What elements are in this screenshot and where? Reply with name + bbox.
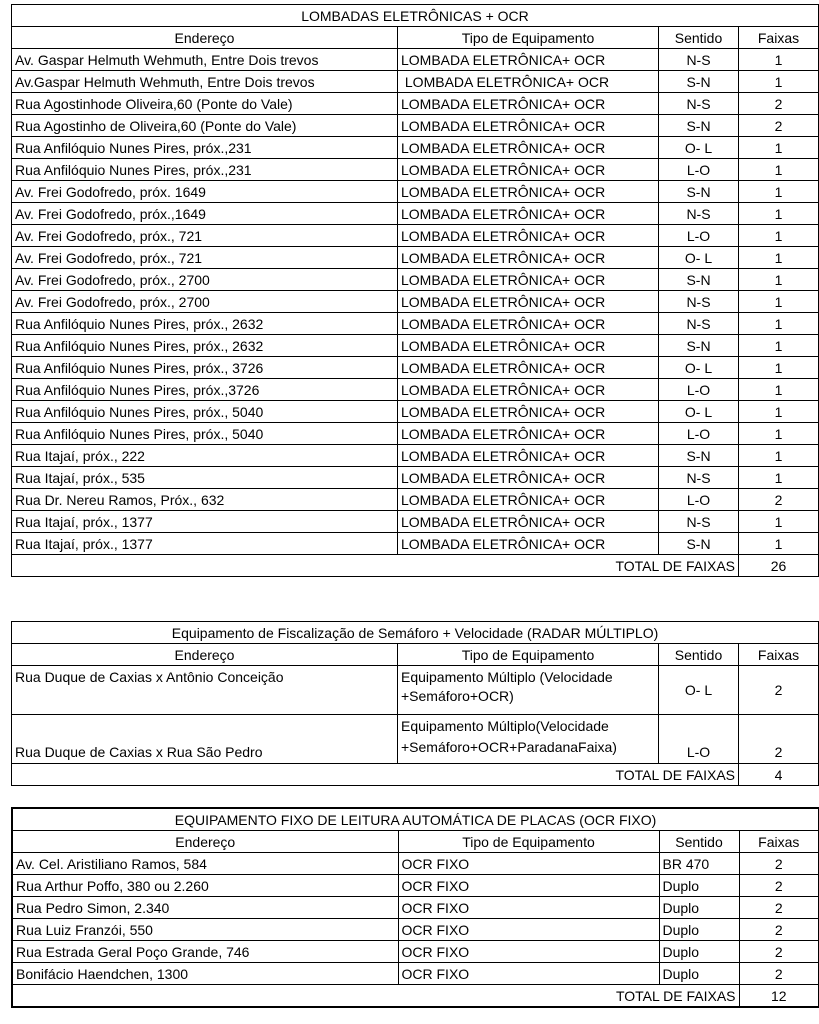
cell-sentido: N-S bbox=[659, 49, 739, 71]
cell-sentido: O- L bbox=[659, 247, 739, 269]
cell-faixas: 1 bbox=[739, 137, 819, 159]
cell-sentido: L-O bbox=[659, 159, 739, 181]
table-header-row bbox=[12, 27, 819, 49]
cell-sentido: N-S bbox=[659, 511, 739, 533]
cell-faixas: 2 bbox=[739, 715, 819, 764]
cell-faixas: 2 bbox=[739, 897, 819, 919]
cell-faixas: 1 bbox=[739, 357, 819, 379]
cell-endereco: Av.Gaspar Helmuth Wehmuth, Entre Dois trevos bbox=[12, 71, 398, 93]
cell-faixas: 2 bbox=[739, 919, 819, 941]
cell-endereco: Rua Anfilóquio Nunes Pires, próx., 3726 bbox=[12, 357, 398, 379]
table-row bbox=[12, 269, 819, 291]
table-row bbox=[12, 941, 819, 963]
cell-faixas: 1 bbox=[739, 511, 819, 533]
cell-sentido: L-O bbox=[659, 423, 739, 445]
cell-endereco: Av. Cel. Aristiliano Ramos, 584 bbox=[12, 853, 398, 875]
cell-tipo: LOMBADA ELETRÔNICA+ OCR bbox=[398, 159, 659, 181]
cell-endereco: Av. Frei Godofredo, próx., 2700 bbox=[12, 269, 398, 291]
lombadas-table bbox=[11, 4, 819, 577]
cell-endereco: Av. Gaspar Helmuth Wehmuth, Entre Dois trevos bbox=[12, 49, 398, 71]
cell-sentido: Duplo bbox=[659, 897, 739, 919]
table-header-row bbox=[12, 644, 819, 666]
cell-sentido: L-O bbox=[659, 715, 739, 764]
cell-tipo: LOMBADA ELETRÔNICA+ OCR bbox=[398, 533, 659, 555]
cell-endereco: Rua Itajaí, próx., 535 bbox=[12, 467, 398, 489]
cell-tipo: LOMBADA ELETRÔNICA+ OCR bbox=[398, 357, 659, 379]
cell-endereco: Av. Frei Godofredo, próx., 721 bbox=[12, 225, 398, 247]
cell-endereco: Rua Itajaí, próx., 1377 bbox=[12, 511, 398, 533]
cell-tipo-line2: +Semáforo+OCR+ParadanaFaixa) bbox=[401, 739, 617, 755]
cell-faixas: 1 bbox=[739, 467, 819, 489]
cell-tipo: OCR FIXO bbox=[398, 897, 659, 919]
total-label: TOTAL DE FAIXAS bbox=[12, 555, 739, 577]
table-row bbox=[12, 291, 819, 313]
cell-sentido: N-S bbox=[659, 467, 739, 489]
table-row bbox=[12, 919, 819, 941]
total-value: 4 bbox=[739, 764, 819, 786]
table-title-row bbox=[12, 5, 819, 27]
cell-endereco: Rua Estrada Geral Poço Grande, 746 bbox=[12, 941, 398, 963]
table-row bbox=[12, 181, 819, 203]
cell-sentido: O- L bbox=[659, 401, 739, 423]
cell-sentido: S-N bbox=[659, 115, 739, 137]
header-tipo: Tipo de Equipamento bbox=[398, 27, 659, 49]
table-row bbox=[12, 467, 819, 489]
cell-tipo: LOMBADA ELETRÔNICA+ OCR bbox=[398, 423, 659, 445]
cell-faixas: 1 bbox=[739, 225, 819, 247]
cell-sentido: S-N bbox=[659, 269, 739, 291]
cell-tipo: LOMBADA ELETRÔNICA+ OCR bbox=[398, 291, 659, 313]
table-row bbox=[12, 137, 819, 159]
cell-tipo: LOMBADA ELETRÔNICA+ OCR bbox=[398, 71, 659, 93]
table-row bbox=[12, 489, 819, 511]
cell-endereco: Rua Anfilóquio Nunes Pires, próx., 5040 bbox=[12, 401, 398, 423]
cell-faixas: 1 bbox=[739, 335, 819, 357]
cell-faixas: 2 bbox=[739, 666, 819, 715]
cell-faixas: 2 bbox=[739, 115, 819, 137]
table-title: EQUIPAMENTO FIXO DE LEITURA AUTOMÁTICA DE PLACAS (OCR FIXO) bbox=[12, 808, 819, 831]
cell-endereco: Rua Agostinho de Oliveira,60 (Ponte do Vale) bbox=[12, 115, 398, 137]
cell-tipo: OCR FIXO bbox=[398, 853, 659, 875]
table-title-row bbox=[12, 808, 819, 831]
table-title: LOMBADAS ELETRÔNICAS + OCR bbox=[12, 5, 819, 27]
cell-tipo: OCR FIXO bbox=[398, 963, 659, 985]
cell-sentido: S-N bbox=[659, 181, 739, 203]
header-endereco: Endereço bbox=[12, 27, 398, 49]
header-tipo: Tipo de Equipamento bbox=[398, 831, 659, 853]
cell-endereco: Rua Anfilóquio Nunes Pires, próx., 2632 bbox=[12, 335, 398, 357]
header-faixas: Faixas bbox=[739, 27, 819, 49]
radar-multiplo-table bbox=[11, 621, 819, 786]
cell-sentido: O- L bbox=[659, 357, 739, 379]
table-title-row bbox=[12, 622, 819, 644]
table-row bbox=[12, 533, 819, 555]
total-row bbox=[12, 764, 819, 786]
cell-endereco: Rua Anfilóquio Nunes Pires, próx., 5040 bbox=[12, 423, 398, 445]
cell-tipo bbox=[398, 715, 659, 764]
total-row bbox=[12, 555, 819, 577]
cell-endereco: Rua Anfilóquio Nunes Pires, próx.,231 bbox=[12, 137, 398, 159]
cell-sentido: L-O bbox=[659, 489, 739, 511]
cell-sentido: Duplo bbox=[659, 919, 739, 941]
cell-endereco: Rua Agostinhode Oliveira,60 (Ponte do Vale) bbox=[12, 93, 398, 115]
total-row bbox=[12, 985, 819, 1008]
table-row bbox=[12, 511, 819, 533]
header-tipo: Tipo de Equipamento bbox=[398, 644, 659, 666]
table-row bbox=[12, 666, 819, 715]
table-header-row bbox=[12, 831, 819, 853]
table-row bbox=[12, 247, 819, 269]
cell-tipo: LOMBADA ELETRÔNICA+ OCR bbox=[398, 489, 659, 511]
cell-tipo bbox=[398, 666, 659, 715]
cell-faixas: 1 bbox=[739, 533, 819, 555]
total-label: TOTAL DE FAIXAS bbox=[12, 764, 739, 786]
cell-sentido: N-S bbox=[659, 93, 739, 115]
header-faixas: Faixas bbox=[739, 644, 819, 666]
table-row bbox=[12, 335, 819, 357]
table-row bbox=[12, 313, 819, 335]
table-row bbox=[12, 853, 819, 875]
cell-endereco: Av. Frei Godofredo, próx., 721 bbox=[12, 247, 398, 269]
cell-tipo: OCR FIXO bbox=[398, 875, 659, 897]
cell-tipo: LOMBADA ELETRÔNICA+ OCR bbox=[398, 247, 659, 269]
total-value: 26 bbox=[739, 555, 819, 577]
cell-tipo: LOMBADA ELETRÔNICA+ OCR bbox=[398, 401, 659, 423]
cell-sentido: N-S bbox=[659, 313, 739, 335]
cell-tipo: OCR FIXO bbox=[398, 941, 659, 963]
cell-sentido: S-N bbox=[659, 71, 739, 93]
table-row bbox=[12, 93, 819, 115]
cell-sentido: S-N bbox=[659, 335, 739, 357]
cell-tipo: OCR FIXO bbox=[398, 919, 659, 941]
cell-sentido: O- L bbox=[659, 137, 739, 159]
cell-faixas: 1 bbox=[739, 49, 819, 71]
cell-endereco: Av. Frei Godofredo, próx.,1649 bbox=[12, 203, 398, 225]
header-sentido: Sentido bbox=[659, 644, 739, 666]
cell-tipo: LOMBADA ELETRÔNICA+ OCR bbox=[398, 49, 659, 71]
cell-tipo: LOMBADA ELETRÔNICA+ OCR bbox=[398, 467, 659, 489]
cell-faixas: 1 bbox=[739, 401, 819, 423]
cell-tipo: LOMBADA ELETRÔNICA+ OCR bbox=[398, 335, 659, 357]
header-endereco: Endereço bbox=[12, 831, 398, 853]
cell-faixas: 2 bbox=[739, 941, 819, 963]
cell-tipo: LOMBADA ELETRÔNICA+ OCR bbox=[398, 225, 659, 247]
cell-endereco: Rua Itajaí, próx., 222 bbox=[12, 445, 398, 467]
cell-endereco: Av. Frei Godofredo, próx. 1649 bbox=[12, 181, 398, 203]
cell-faixas: 1 bbox=[739, 291, 819, 313]
table-title: Equipamento de Fiscalização de Semáforo + Velocidade (RADAR MÚLTIPLO) bbox=[12, 622, 819, 644]
cell-tipo: LOMBADA ELETRÔNICA+ OCR bbox=[398, 313, 659, 335]
cell-tipo: LOMBADA ELETRÔNICA+ OCR bbox=[398, 269, 659, 291]
header-endereco: Endereço bbox=[12, 644, 398, 666]
total-value: 12 bbox=[739, 985, 819, 1008]
cell-endereco: Rua Itajaí, próx., 1377 bbox=[12, 533, 398, 555]
cell-sentido: BR 470 bbox=[659, 853, 739, 875]
cell-endereco: Rua Anfilóquio Nunes Pires, próx.,3726 bbox=[12, 379, 398, 401]
cell-endereco: Rua Duque de Caxias x Antônio Conceição bbox=[12, 666, 398, 715]
cell-endereco: Rua Pedro Simon, 2.340 bbox=[12, 897, 398, 919]
table-row bbox=[12, 445, 819, 467]
cell-sentido: S-N bbox=[659, 533, 739, 555]
cell-tipo-line1: Equipamento Múltiplo(Velocidade bbox=[401, 718, 609, 734]
table-row bbox=[12, 225, 819, 247]
cell-tipo: LOMBADA ELETRÔNICA+ OCR bbox=[398, 511, 659, 533]
cell-tipo: LOMBADA ELETRÔNICA+ OCR bbox=[398, 115, 659, 137]
cell-sentido: Duplo bbox=[659, 941, 739, 963]
cell-tipo: LOMBADA ELETRÔNICA+ OCR bbox=[398, 379, 659, 401]
cell-faixas: 1 bbox=[739, 247, 819, 269]
cell-sentido: Duplo bbox=[659, 875, 739, 897]
table-row bbox=[12, 423, 819, 445]
cell-endereco: Rua Dr. Nereu Ramos, Próx., 632 bbox=[12, 489, 398, 511]
header-sentido: Sentido bbox=[659, 27, 739, 49]
table-row bbox=[12, 357, 819, 379]
cell-tipo: LOMBADA ELETRÔNICA+ OCR bbox=[398, 445, 659, 467]
cell-tipo: LOMBADA ELETRÔNICA+ OCR bbox=[398, 203, 659, 225]
cell-tipo-line1: Equipamento Múltiplo (Velocidade bbox=[401, 669, 613, 685]
table-row bbox=[12, 379, 819, 401]
cell-sentido: L-O bbox=[659, 225, 739, 247]
cell-sentido: N-S bbox=[659, 203, 739, 225]
table-row bbox=[12, 115, 819, 137]
cell-faixas: 1 bbox=[739, 181, 819, 203]
cell-sentido: S-N bbox=[659, 445, 739, 467]
cell-faixas: 1 bbox=[739, 313, 819, 335]
header-faixas: Faixas bbox=[739, 831, 819, 853]
cell-faixas: 2 bbox=[739, 963, 819, 985]
cell-endereco: Rua Luiz Franzói, 550 bbox=[12, 919, 398, 941]
ocr-fixo-table bbox=[11, 807, 819, 1008]
cell-endereco: Bonifácio Haendchen, 1300 bbox=[12, 963, 398, 985]
table-row bbox=[12, 875, 819, 897]
table-row bbox=[12, 159, 819, 181]
table-row bbox=[12, 715, 819, 764]
cell-sentido: Duplo bbox=[659, 963, 739, 985]
table-row bbox=[12, 71, 819, 93]
cell-sentido: L-O bbox=[659, 379, 739, 401]
table-row bbox=[12, 401, 819, 423]
table-row bbox=[12, 963, 819, 985]
cell-tipo: LOMBADA ELETRÔNICA+ OCR bbox=[398, 181, 659, 203]
cell-endereco: Av. Frei Godofredo, próx., 2700 bbox=[12, 291, 398, 313]
cell-tipo-line2: +Semáforo+OCR) bbox=[401, 688, 514, 704]
cell-faixas: 2 bbox=[739, 489, 819, 511]
cell-faixas: 2 bbox=[739, 93, 819, 115]
header-sentido: Sentido bbox=[659, 831, 739, 853]
cell-faixas: 1 bbox=[739, 379, 819, 401]
cell-faixas: 1 bbox=[739, 159, 819, 181]
table-row bbox=[12, 49, 819, 71]
cell-faixas: 1 bbox=[739, 203, 819, 225]
cell-endereco: Rua Anfilóquio Nunes Pires, próx.,231 bbox=[12, 159, 398, 181]
table-row bbox=[12, 897, 819, 919]
cell-faixas: 2 bbox=[739, 853, 819, 875]
cell-sentido: O- L bbox=[659, 666, 739, 715]
cell-faixas: 2 bbox=[739, 875, 819, 897]
cell-endereco: Rua Duque de Caxias x Rua São Pedro bbox=[12, 715, 398, 764]
total-label: TOTAL DE FAIXAS bbox=[12, 985, 739, 1008]
cell-sentido: N-S bbox=[659, 291, 739, 313]
cell-tipo: LOMBADA ELETRÔNICA+ OCR bbox=[398, 93, 659, 115]
cell-faixas: 1 bbox=[739, 423, 819, 445]
cell-endereco: Rua Arthur Poffo, 380 ou 2.260 bbox=[12, 875, 398, 897]
table-row bbox=[12, 203, 819, 225]
cell-tipo: LOMBADA ELETRÔNICA+ OCR bbox=[398, 137, 659, 159]
cell-faixas: 1 bbox=[739, 445, 819, 467]
cell-endereco: Rua Anfilóquio Nunes Pires, próx., 2632 bbox=[12, 313, 398, 335]
cell-faixas: 1 bbox=[739, 71, 819, 93]
cell-faixas: 1 bbox=[739, 269, 819, 291]
